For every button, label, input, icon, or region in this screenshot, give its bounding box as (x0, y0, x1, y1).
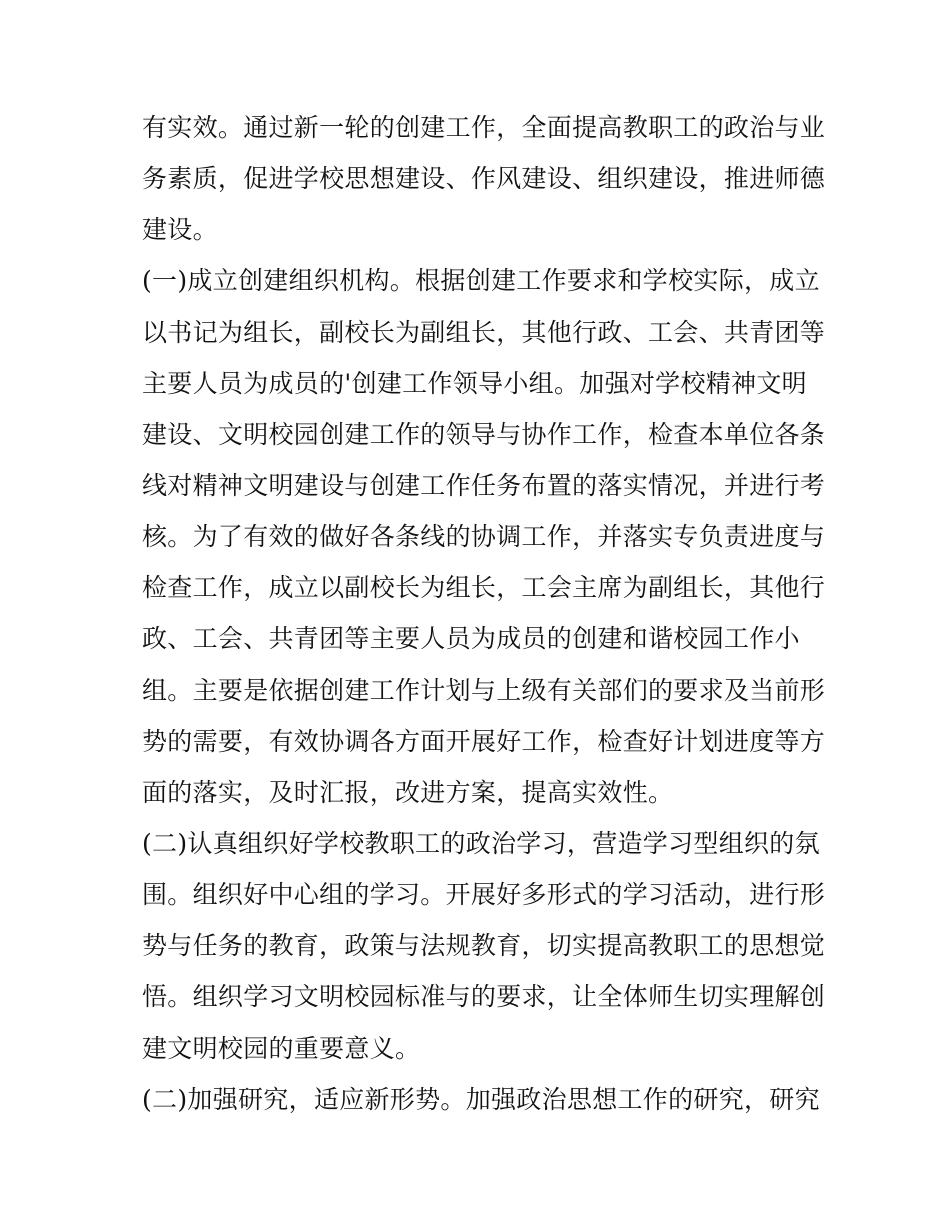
text-line: (二)认真组织好学校教职工的政治学习，营造学习型组织的氛 (142, 829, 820, 858)
text-line: 主要人员为成员的'创建工作领导小组。加强对学校精神文明 (142, 369, 807, 398)
text-line: 势与任务的教育，政策与法规教育，切实提高教职工的思想觉 (142, 931, 826, 960)
text-line: 组。主要是依据创建工作计划与上级有关部们的要求及当前形 (142, 676, 826, 705)
text-line: 建设。 (142, 215, 218, 244)
text-line: (二)加强研究，适应新形势。加强政治思想工作的研究，研究 (142, 1085, 820, 1114)
text-line: 政、工会、共青团等主要人员为成员的创建和谐校园工作小 (142, 624, 800, 653)
text-line: 务素质，促进学校思想建设、作风建设、组织建设，推进师德 (142, 164, 826, 193)
text-line: (一)成立创建组织机构。根据创建工作要求和学校实际，成立 (142, 266, 820, 295)
text-line: 有实效。通过新一轮的创建工作，全面提高教职工的政治与业 (142, 113, 826, 142)
text-line: 势的需要，有效协调各方面开展好工作，检查好计划进度等方 (142, 727, 826, 756)
text-line: 以书记为组长，副校长为副组长，其他行政、工会、共青团等 (142, 318, 826, 347)
text-line: 建设、文明校园创建工作的领导与协作工作，检查本单位各条 (142, 420, 826, 449)
text-line: 核。为了有效的做好各条线的协调工作，并落实专负责进度与 (142, 522, 826, 551)
text-line: 面的落实，及时汇报，改进方案，提高实效性。 (142, 778, 674, 807)
text-line: 悟。组织学习文明校园标准与的要求，让全体师生切实理解创 (142, 982, 826, 1011)
text-line: 线对精神文明建设与创建工作任务布置的落实情况，并进行考 (142, 471, 826, 500)
text-line: 围。组织好中心组的学习。开展好多形式的学习活动，进行形 (142, 880, 826, 909)
text-line: 检查工作，成立以副校长为组长，工会主席为副组长，其他行 (142, 573, 826, 602)
text-line: 建文明校园的重要意义。 (142, 1034, 421, 1063)
